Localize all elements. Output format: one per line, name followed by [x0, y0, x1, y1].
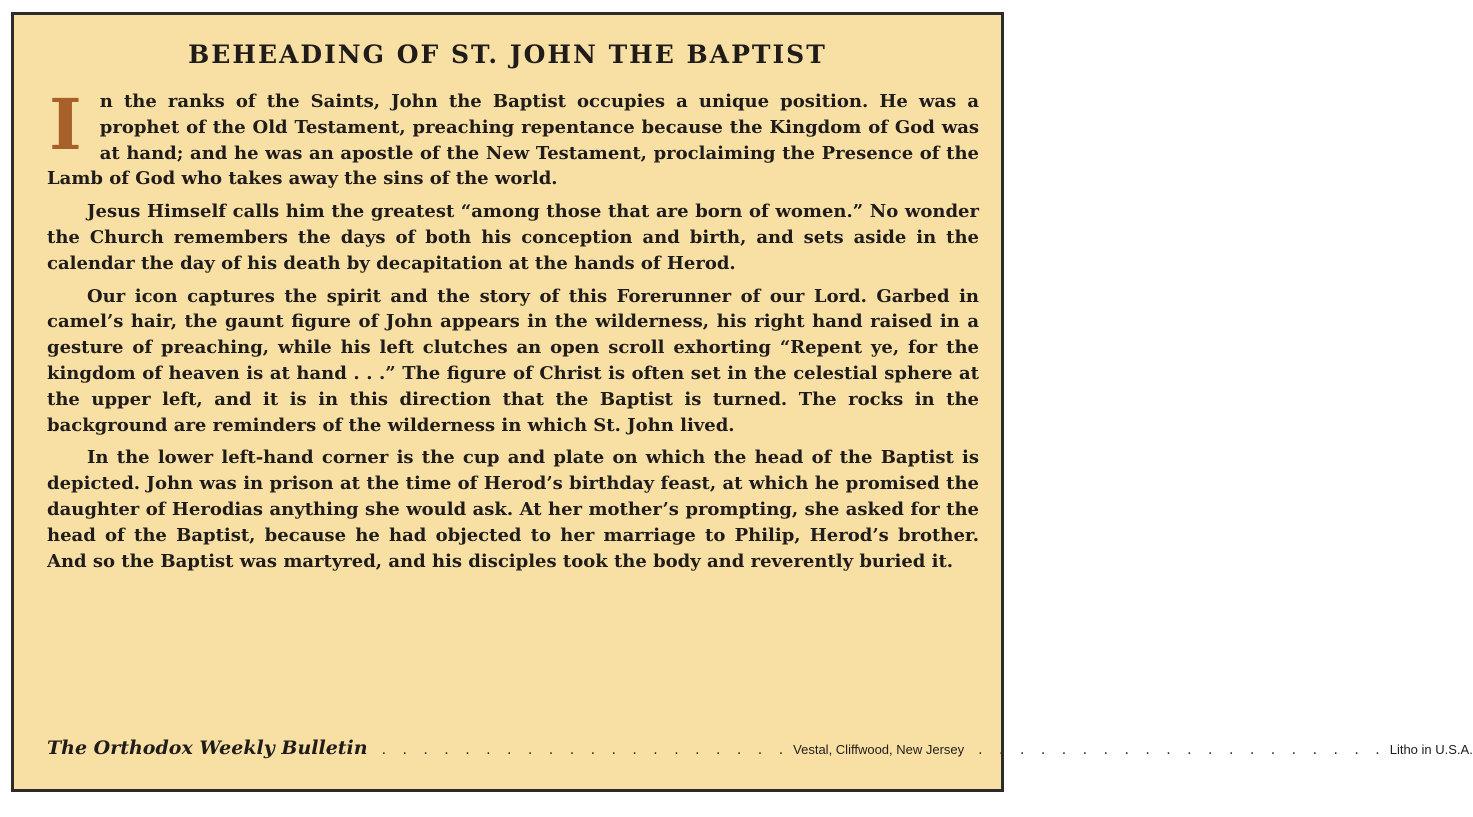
bulletin-card [11, 12, 1473, 792]
paragraph-1-text: n the ranks of the Saints, John the Baptist occupies a unique position. He was a prophet of the Old Testament, preaching repentance because the Kingdom of God was at hand; and he was an apostle of the New Testament, proclaiming the Presence of the Lamb of God who takes away the sins of the world. [47, 91, 979, 190]
dot-leader: . . . . . . . . . . . . . . . . . . . . [978, 742, 1386, 758]
paragraph-2: Jesus Himself calls him the greatest “among those that are born of women.” No wonder the Church remembers the days of both his conception and birth, and sets aside in the calendar the day of his death by decapitation at the hands of Herod. [47, 201, 979, 274]
article-body [47, 83, 979, 581]
paragraph-1 [47, 83, 979, 192]
publisher-location: Vestal, Cliffwood, New Jersey [793, 742, 965, 757]
paragraph-3: Our icon captures the spirit and the story of this Forerunner of our Lord. Garbed in camel’s hair, the gaunt figure of John appears in the wilderness, his right hand raised in a gesture of preaching, while his left clutches an open scroll exhorting “Repent ye, for the kingdom of heaven is at hand . . .” The figure of Christ is often set in the celestial sphere at the upper left, and it is in this direction that the Baptist is turned. The rocks in the background are reminders of the wilderness in which St. John lived. [47, 285, 979, 436]
page-title: BEHEADING OF ST. JOHN THE BAPTIST [188, 40, 827, 69]
drop-cap: I [49, 83, 82, 166]
paragraph-4: In the lower left-hand corner is the cup and plate on which the head of the Baptist is depicted. John was in prison at the time of Herod’s birthday feast, at which he promised the daughter of Herodias anything she would ask. At her mother’s prompting, she asked for the head of the Baptist, because he had objected to her marriage to Philip, Herod’s brother. And so the Baptist was martyred, and his disciples took the body and reverently buried it. [47, 447, 979, 572]
publication-name: The Orthodox Weekly Bulletin [47, 737, 368, 759]
dot-leader: . . . . . . . . . . . . . . . . . . . . [381, 742, 790, 758]
bulletin-footer [47, 737, 1473, 759]
printing-note: Litho in U.S.A. [1389, 742, 1473, 757]
